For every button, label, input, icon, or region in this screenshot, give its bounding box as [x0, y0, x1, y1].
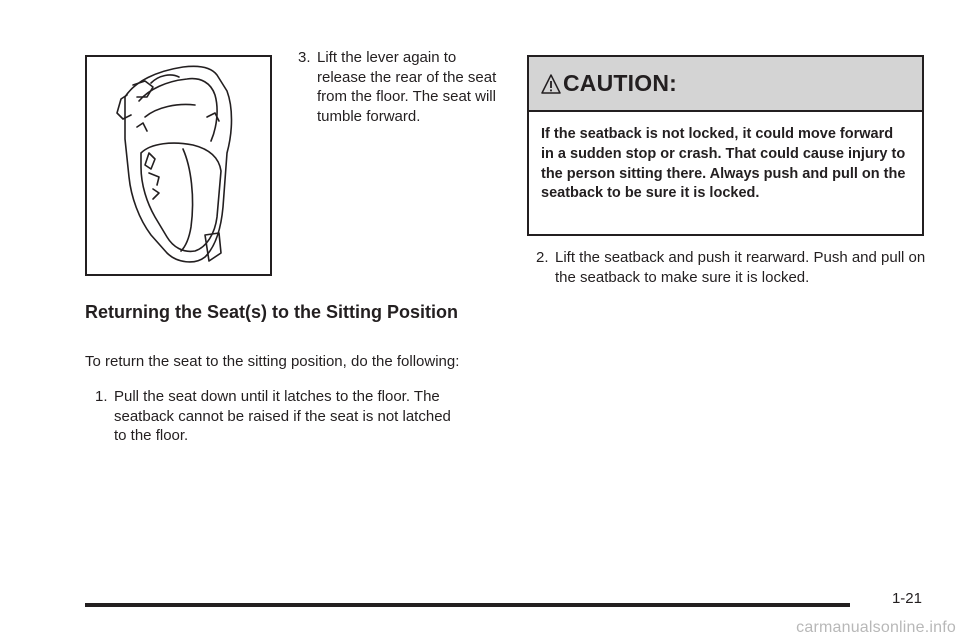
- step-1: [95, 387, 455, 446]
- step-3: [298, 48, 498, 126]
- step-text: Lift the lever again to release the rear of the seat from the floor. The seat will tumble forward.: [317, 49, 497, 125]
- seat-folded-illustration-icon: [87, 57, 270, 274]
- step-2: [536, 248, 926, 287]
- step-text: Lift the seatback and push it rearward. Push and pull on the seatback to make sure it is locked.: [555, 249, 926, 286]
- section-heading: Returning the Seat(s) to the Sitting Position: [85, 302, 458, 322]
- step-text: Pull the seat down until it latches to the floor. The seatback cannot be raised if the seat is not latched to the floor.: [114, 388, 451, 444]
- caution-header: [529, 57, 922, 112]
- caution-box: [527, 55, 924, 236]
- seat-illustration-figure: [85, 55, 272, 276]
- step-number: 1.: [95, 388, 108, 405]
- step-number: 2.: [536, 249, 549, 266]
- watermark: carmanualsonline.info: [796, 619, 956, 636]
- caution-text: If the seatback is not locked, it could move forward in a sudden stop or crash. That could cause injury to the person sitting there. Always push and pull on the seatback to be sure it is locked.: [541, 126, 906, 202]
- intro-paragraph: To return the seat to the sitting position, do the following:: [85, 353, 460, 370]
- warning-triangle-icon: [541, 73, 561, 95]
- footer-rule: [85, 603, 850, 607]
- page-number: 1-21: [891, 590, 922, 607]
- step-number: 3.: [298, 49, 311, 66]
- caution-title: CAUTION:: [563, 70, 678, 96]
